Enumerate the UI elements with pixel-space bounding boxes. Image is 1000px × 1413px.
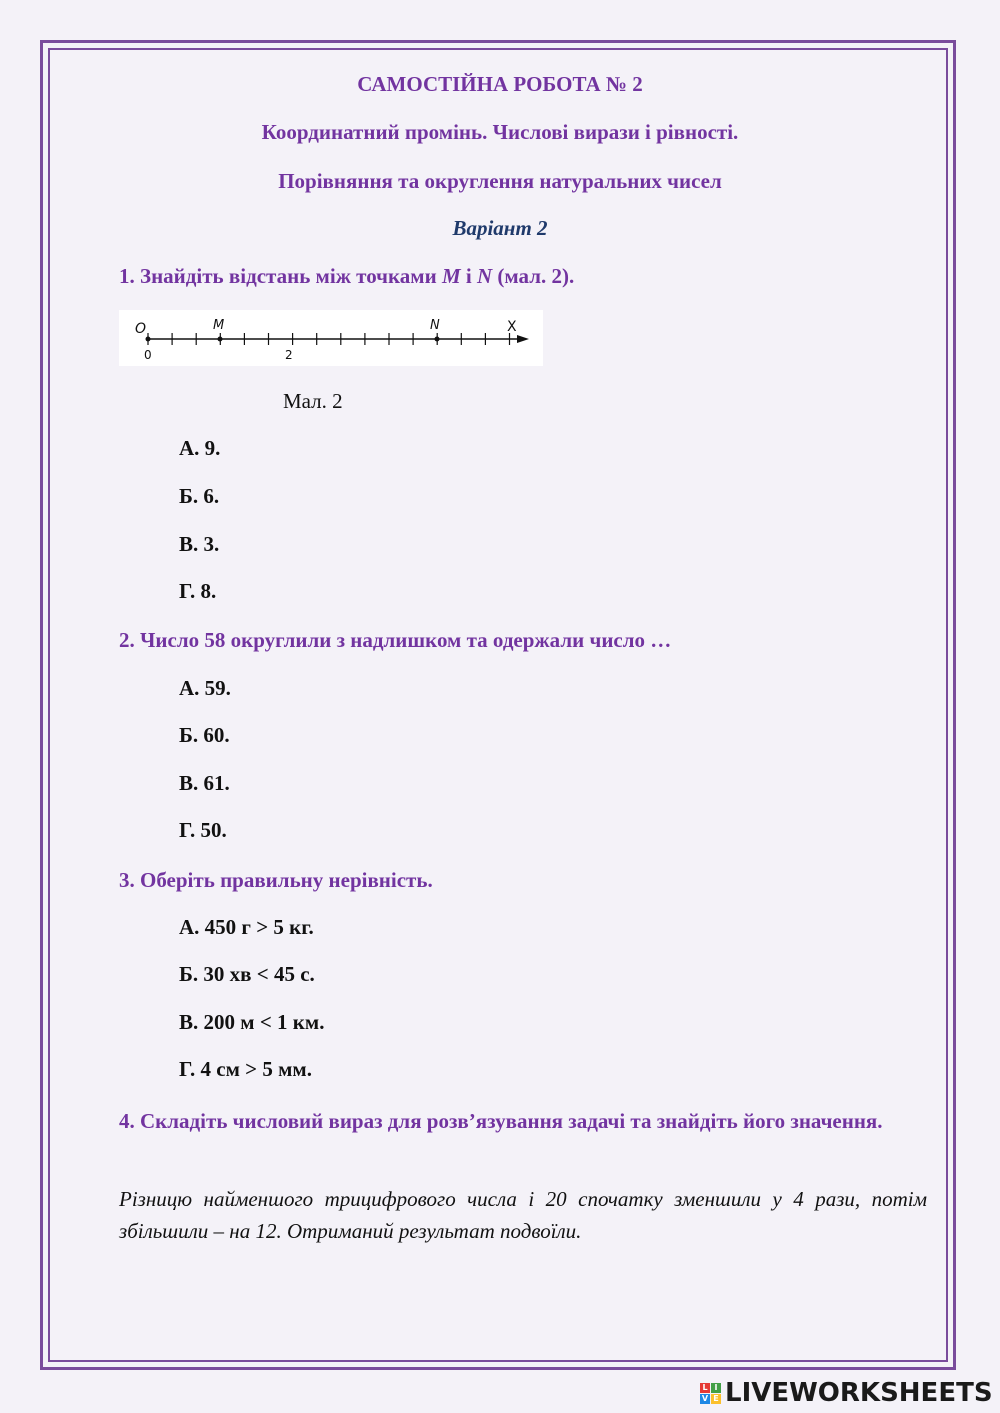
option-text: . 4 см > 5 мм. <box>190 1057 312 1081</box>
option-letter: Г <box>179 818 190 842</box>
q1-option-d <box>179 579 216 604</box>
option-text: . 8. <box>190 579 217 603</box>
option-letter: В <box>179 532 194 556</box>
option-text: . 200 м < 1 км. <box>193 1010 325 1034</box>
question-1-text-before: 1. Знайдіть відстань між точками <box>119 264 442 288</box>
option-text: . 9. <box>194 436 221 460</box>
q2-option-b <box>179 723 230 748</box>
question-1-text-after: (мал. 2). <box>492 264 575 288</box>
option-text: . 3. <box>193 532 220 556</box>
q2-option-a <box>179 676 231 701</box>
option-letter: Б <box>179 484 193 508</box>
number-line-svg <box>119 310 543 366</box>
question-1-and: і <box>460 264 477 288</box>
label-m: M <box>213 318 225 333</box>
q2-option-d <box>179 818 227 843</box>
question-2: 2. Число 58 округлили з надлишком та одержали число … <box>119 628 672 652</box>
worksheet-title: САМОСТІЙНА РОБОТА № 2 <box>357 72 643 96</box>
axis-arrow-icon <box>517 335 529 343</box>
option-letter: А <box>179 915 195 939</box>
logo-cell: I <box>711 1383 721 1393</box>
figure-caption: Мал. 2 <box>283 389 343 413</box>
q3-option-c <box>179 1010 324 1035</box>
q1-option-a <box>179 436 220 461</box>
point-n <box>435 337 440 342</box>
label-x: X <box>507 319 517 335</box>
option-letter: Б <box>179 723 193 747</box>
label-n: N <box>430 318 440 333</box>
option-letter: В <box>179 1010 194 1034</box>
question-3: 3. Оберіть правильну нерівність. <box>119 868 433 892</box>
question-4: 4. Складіть числовий вираз для розв’язування задачі та знайдіть його значення. <box>119 1109 883 1133</box>
option-text: . 61. <box>193 771 230 795</box>
option-letter: Г <box>179 1057 190 1081</box>
page-border-inner <box>48 48 948 1362</box>
logo-cell: E <box>711 1394 721 1404</box>
logo-text: LIVEWORKSHEETS <box>725 1378 993 1408</box>
option-text: . 6. <box>192 484 220 508</box>
origin-point <box>146 337 151 342</box>
q1-option-c <box>179 532 219 557</box>
option-text: . 60. <box>192 723 230 747</box>
worksheet-subtitle-1: Координатний промінь. Числові вирази і рівності. <box>261 120 739 144</box>
point-m-label: M <box>441 264 461 288</box>
option-text: . 30 хв < 45 с. <box>192 962 315 986</box>
question-1 <box>119 264 574 289</box>
tick-label-0: 0 <box>144 348 152 362</box>
number-line-figure <box>119 310 543 366</box>
worksheet-subtitle-2: Порівняння та округлення натуральних чисел <box>278 169 722 193</box>
option-letter: А <box>179 676 195 700</box>
tick-label-2: 2 <box>285 348 293 362</box>
q2-option-c <box>179 771 230 796</box>
option-text: . 59. <box>194 676 231 700</box>
option-letter: А <box>179 436 195 460</box>
option-letter: В <box>179 771 194 795</box>
q3-option-a <box>179 915 314 940</box>
liveworksheets-logo <box>700 1377 993 1409</box>
option-text: . 50. <box>190 818 227 842</box>
q3-option-b <box>179 962 315 987</box>
logo-grid-icon <box>700 1383 721 1404</box>
point-m <box>218 337 223 342</box>
variant-label: Варіант 2 <box>452 216 548 240</box>
point-n-label: N <box>476 264 493 288</box>
question-4-task: Різницю найменшого трицифрового числа і 20 спочатку зменшили у 4 рази, потім збільшили – на 12. Отриманий результат подвоїли. <box>119 1187 927 1243</box>
option-letter: Г <box>179 579 190 603</box>
option-text: . 450 г > 5 кг. <box>194 915 314 939</box>
logo-cell: V <box>701 1393 709 1403</box>
q1-option-b <box>179 484 219 509</box>
option-letter: Б <box>179 962 193 986</box>
q3-option-d <box>179 1057 312 1082</box>
logo-cell: L <box>700 1383 710 1393</box>
label-o: O <box>135 321 147 337</box>
